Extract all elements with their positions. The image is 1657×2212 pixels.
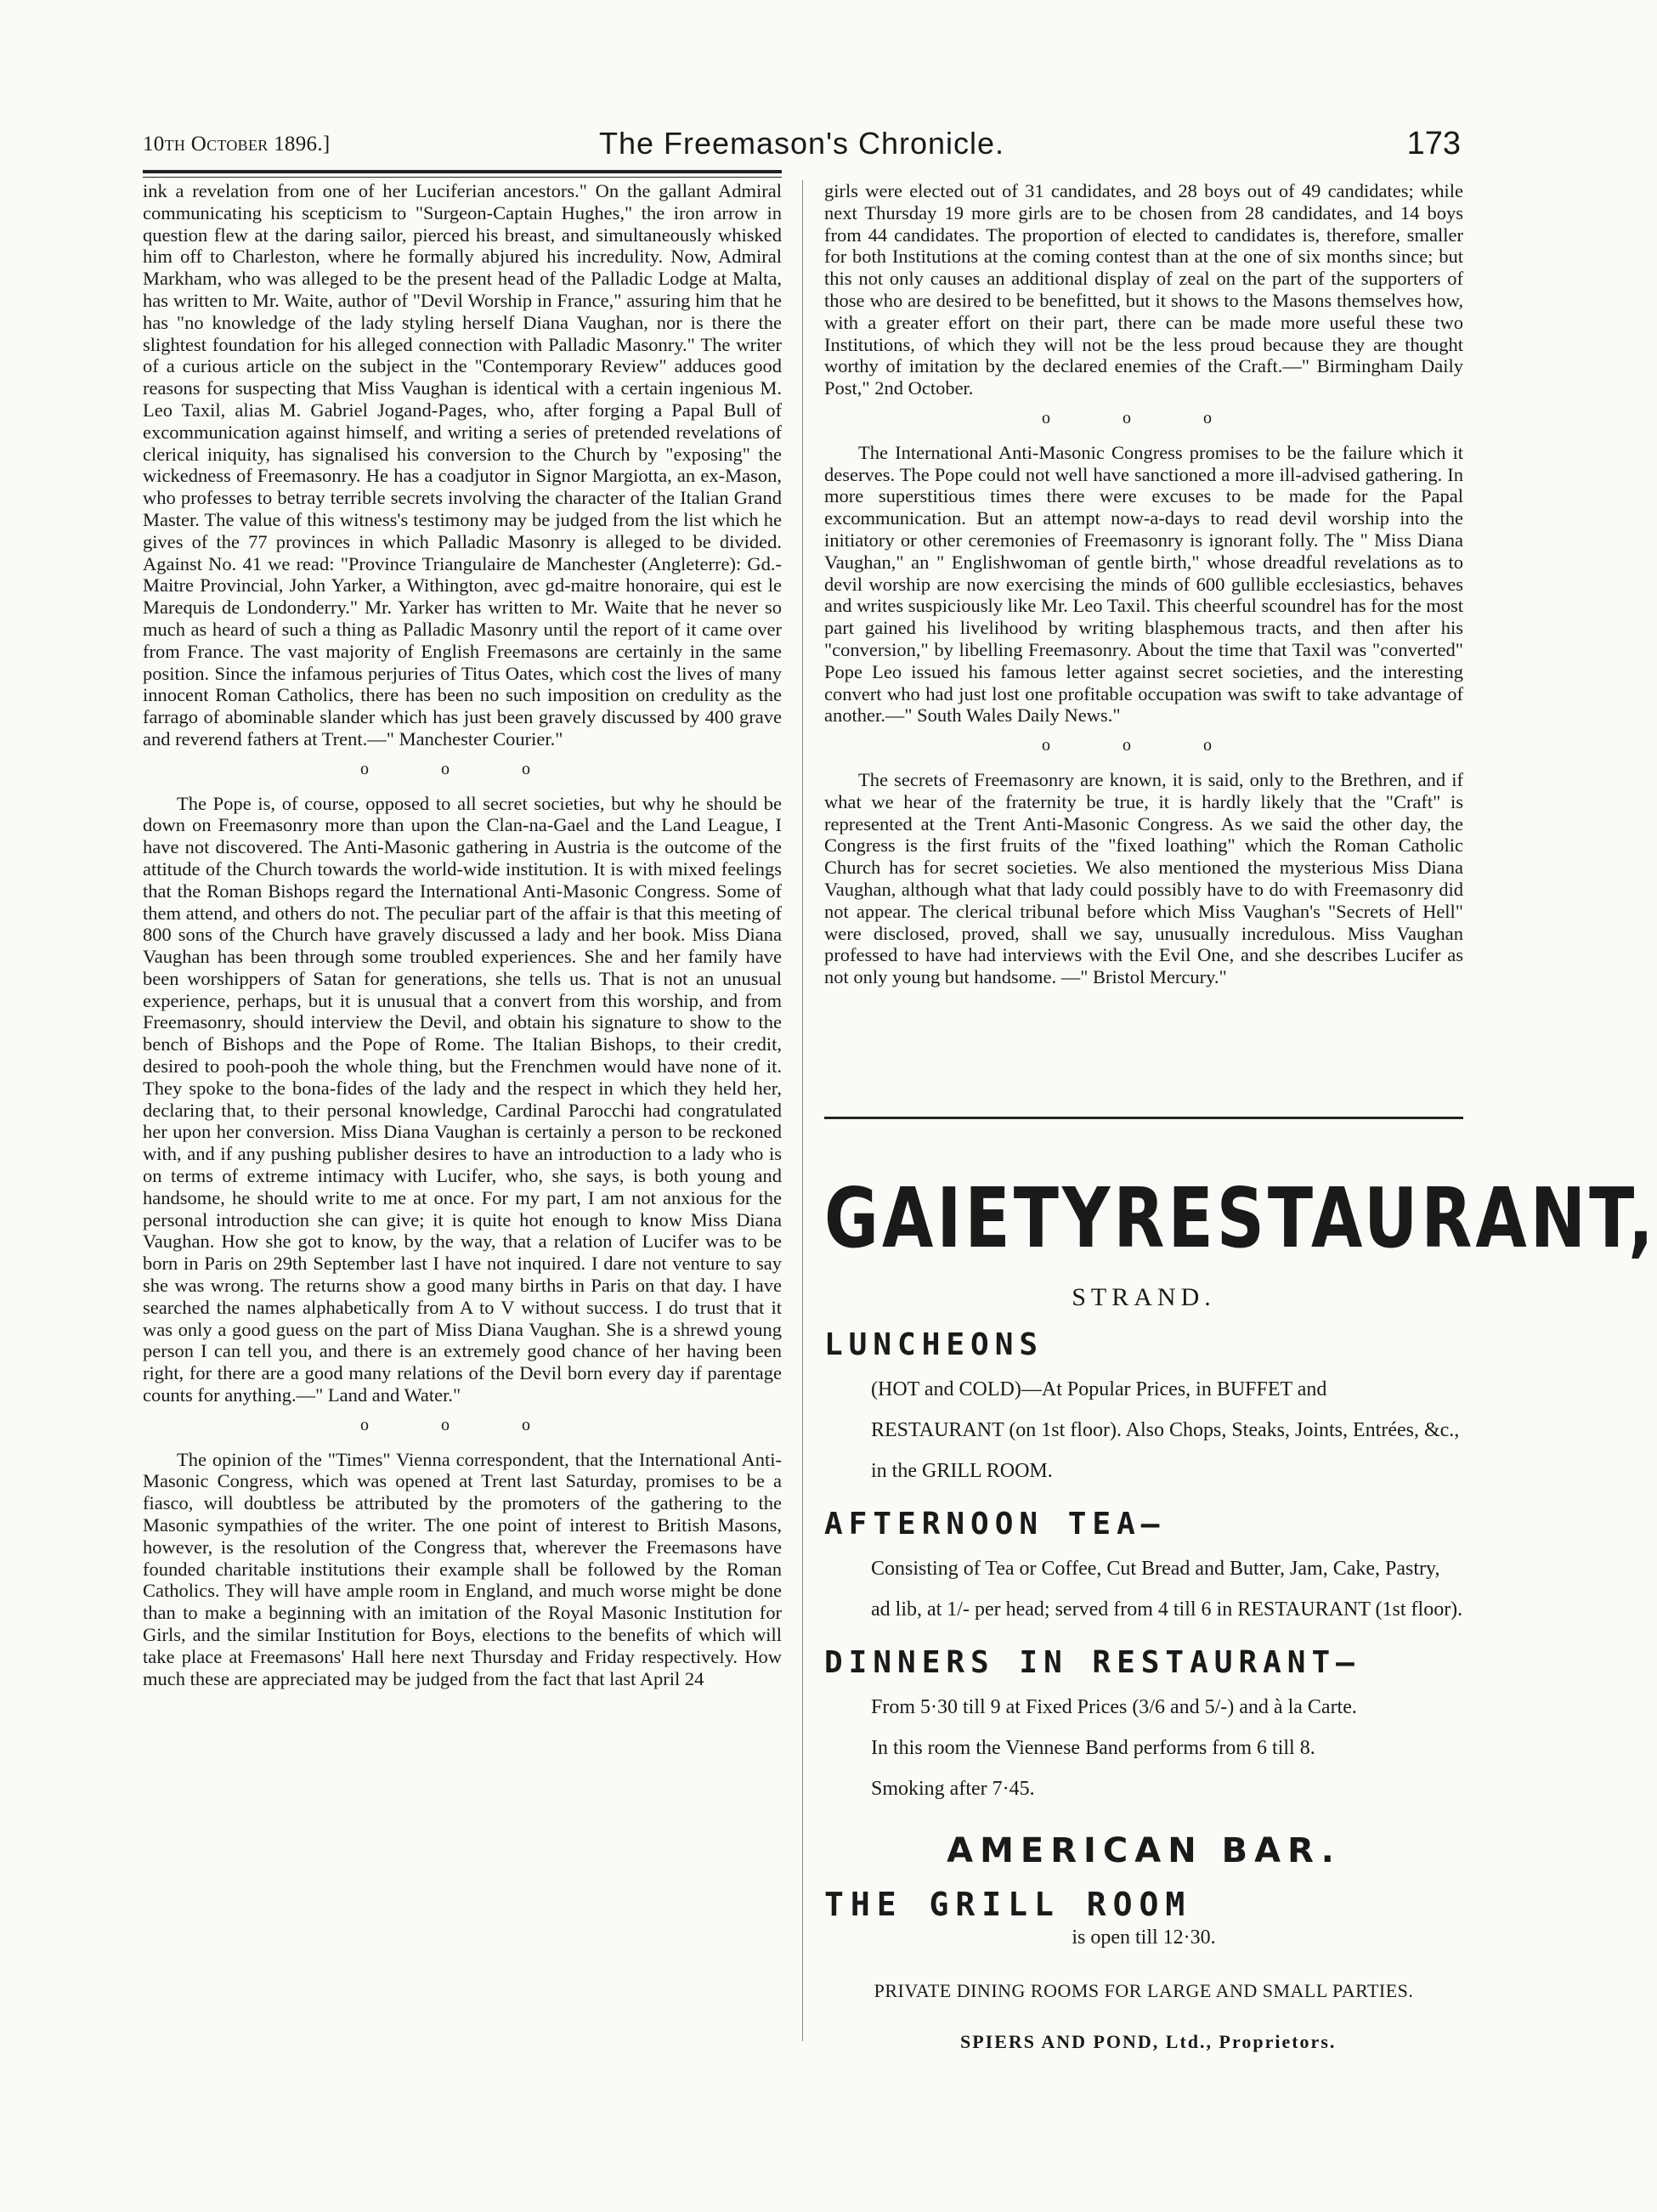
ad-title-left: GAIETY	[824, 1171, 1114, 1267]
grill-room-hours: is open till 12·30.	[1072, 1926, 1216, 1949]
header-rule-thin	[143, 177, 782, 178]
dinners-line: Smoking after 7·45.	[871, 1778, 1035, 1800]
section-separator: o o o	[360, 759, 564, 778]
section-separator: o o o	[360, 1415, 564, 1434]
section-separator: o o o	[1042, 408, 1246, 427]
publication-title: The Freemason's Chronicle.	[598, 126, 1005, 161]
article-paragraph: girls were elected out of 31 candidates, and 28 boys out of 49 candidates; while next Thursday 19 more girls are to be chosen from 28 candidates, and 14 boys from 44 candidates. The proportion of elected to candidates is, therefore, smaller for both Institutions at the coming contest than at the one of six months since; but this not only causes an additional display of zeal on the part of the supporters of those who are desired to be benefitted, but it shows to the Masons themselves how, with a greater effort on their part, there can be made more useful these two Institutions, of which they will not be the less proud because they are thought worthy of imitation by the declared enemies of the Craft.—" Birmingham Daily Post," 2nd October.	[824, 180, 1463, 399]
left-column	[143, 180, 782, 2041]
afternoon-tea-heading: AFTERNOON TEA—	[824, 1507, 1166, 1542]
header-rule	[143, 170, 782, 173]
american-bar-heading: AMERICAN BAR.	[947, 1831, 1341, 1870]
grill-room-heading: THE GRILL ROOM	[824, 1886, 1192, 1923]
issue-date: 10th October 1896.]	[143, 133, 331, 156]
article-paragraph: The secrets of Freemasonry are known, it is said, only to the Brethren, and if what we hear of the fraternity be true, it is hardly likely that the "Craft" is represented at the Trent Anti-Masonic Congress. As we said the other day, the Congress is the first fruits of the "fixed loathing" which the Roman Catholic Church has for secret societies. We also mentioned the mysterious Miss Diana Vaughan, although what that lady could possibly have to do with Freemasonry did not appear. The clerical tribunal before which Miss Vaughan's "Secrets of Hell" were disclosed, proved, shall we say, unusually incredulous. Miss Vaughan professed to have had interviews with the Evil One, and she describes Lucifer as not only young but handsome. —" Bristol Mercury."	[824, 768, 1463, 988]
advertisement-rule	[824, 1117, 1463, 1119]
article-paragraph: The opinion of the "Times" Vienna correspondent, that the International Anti-Masonic Congress, which was opened at Trent last Saturday, promises to be a fiasco, will doubtless be attributed by the promoters of the gathering to the Masonic sympathies of the writer. The one point of interest to British Masons, however, is the resolution of the Congress that, wherever the Freemasons have founded charitable institutions their example shall be followed by the Roman Catholics. They will have ample room in England, and much worse might be done than to make a beginning with an imitation of the Royal Masonic Institution for Girls, and the similar Institution for Boys, elections to the benefits of which will take place at Freemasons' Hall here next Thursday and Friday respectively. How much these are appreciated may be judged from the fact that last April 24	[143, 1448, 782, 1689]
right-column	[824, 180, 1463, 1091]
dinners-line: In this room the Viennese Band performs from 6 till 8.	[871, 1737, 1315, 1759]
proprietors-line: SPIERS AND POND, Ltd., Proprietors.	[960, 2031, 1337, 2052]
ad-subtitle: STRAND.	[1072, 1283, 1216, 1311]
luncheons-heading: LUNCHEONS	[824, 1327, 1044, 1362]
ad-title-right: RESTAURANT,	[1113, 1171, 1657, 1267]
dinners-text	[871, 1687, 1463, 1809]
dinners-heading: DINNERS IN RESTAURANT—	[824, 1645, 1360, 1680]
article-paragraph: ink a revelation from one of her Luciferian ancestors." On the gallant Admiral communicating his scepticism to "Surgeon-Captain Hughes," the iron arrow in question flew at the daring sailor, pierced his breast, and simultaneously whisked him off to Charleston, where he formally abjured his incredulity. Now, Admiral Markham, who was alleged to be the present head of the Palladic Lodge at Malta, has written to Mr. Waite, author of "Devil Worship in France," assuring him that he has "no knowledge of the lady styling herself Diana Vaughan, nor is there the slightest foundation for his alleged connection with Palladic Masonry." The writer of a curious article on the subject in the "Contemporary Review" adduces good reasons for suspecting that Miss Vaughan is identical with a certain ingenious M. Leo Taxil, alias M. Gabriel Jogand-Pages, who, after forging a Papal Bull of excommunication against himself, and writing a series of pretended revelations of clerical iniquity, has signalised his conversion to the Church by "exposing" the wickedness of Freemasonry. He has a coadjutor in Signor Margiotta, an ex-Mason, who professes to betray terrible secrets involving the character of the Italian Grand Master. The value of this witness's testimony may be judged from the list which he gives of the 77 provinces in which Palladic Masonry is alleged to be divided. Against No. 41 we read: "Province Triangulaire de Manchester (Angleterre): Gd.-Maitre Provincial, John Yarker, a Withington, avec gd-maitre honoraire, qui est le Marequis de Londonderry." Mr. Yarker has written to Mr. Waite that he never so much as heard of such a thing as Palladic Masonry until the report of it came over from France. The vast majority of English Freemasons are certainly in the same position. Since the infamous perjuries of Titus Oates, which cost the lives of many innocent Roman Catholics, there has been no such imposition on credulity as the farrago of abominable slander which has just been gravely discussed by 400 grave and reverend fathers at Trent.—" Manchester Courier."	[143, 180, 782, 750]
article-paragraph: The Pope is, of course, opposed to all secret societies, but why he should be down on Freemasonry more than upon the Clan-na-Gael and the Land League, I have not discovered. The Anti-Masonic gathering in Austria is the outcome of the attitude of the Church towards the world-wide institution. It is with mixed feelings that the Roman Bishops regard the International Anti-Masonic Congress. Some of them attend, and others do not. The peculiar part of the affair is that this meeting of 800 sons of the Church have gravely discussed a lady and her book. Miss Diana Vaughan has been through some troubled experiences. She and her family have been worshippers of Satan for generations, she tells us. That is not an unusual experience, perhaps, but it is unusual that a convert from this worship, and from Freemasonry, should interview the Devil, and obtain his signature to show to the bench of Bishops and the Pope of Rome. The Italian Bishops, to their credit, desired to pooh-pooh the whole thing, but the Frenchmen would have none of it. They spoke to the bona-fides of the lady and the respect in which they held her, declaring that, to their personal knowledge, Cardinal Parocchi had congratulated her upon her conversion. Miss Diana Vaughan is certainly a person to be reckoned with, and if any pushing publisher desires to have an introduction to a lady who is on terms of extreme intimacy with Lucifer, who, she says, is both young and handsome, he should write to me at once. For my part, I am not anxious for the personal introduction she can give; it is quite hot enough to know Miss Diana Vaughan. How she got to know, by the way, that a relation of Lucifer was to be born in Paris on 29th September last I have not inquired. I dare not venture to say she was wrong. The returns show a good many births in Paris on that day. I have searched the names alphabetically from A to V without success. I do trust that it was only a good guess on the part of Miss Diana Vaughan. She is a shrewd young person I can tell you, and there is an extremely good chance of her having been right, for there are a good many relations of the Devil born every day if parentage counts for anything.—" Land and Water."	[143, 792, 782, 1406]
ad-title	[824, 1171, 1657, 1267]
page-header	[143, 126, 1461, 165]
luncheons-text: (HOT and COLD)—At Popular Prices, in BUFFET and RESTAURANT (on 1st floor). Also Chops, Steaks, Joints, Entrées, &c., in the GRILL ROOM.	[871, 1378, 1460, 1482]
page-number: 173	[1406, 126, 1461, 161]
dinners-line: From 5·30 till 9 at Fixed Prices (3/6 and 5/-) and à la Carte.	[871, 1696, 1357, 1718]
afternoon-tea-text: Consisting of Tea or Coffee, Cut Bread and Butter, Jam, Cake, Pastry, ad lib, at 1/- per head; served from 4 till 6 in RESTAURANT (1st floor).	[871, 1558, 1463, 1621]
section-separator: o o o	[1042, 736, 1246, 755]
column-divider	[802, 180, 803, 2041]
article-paragraph: The International Anti-Masonic Congress promises to be the failure which it deserves. The Pope could not well have sanctioned a more ill-advised gathering. In more superstitious times there were excuses to be made for the Papal excommunication. But an attempt now-a-days to read devil worship into the initiatory or other ceremonies of Freemasonry is ignorant folly. The " Miss Diana Vaughan," an " Englishwoman of gentle birth," whose dreadful revelations as to devil worship are now exercising the minds of 600 gullible ecclesiastics, behaves and writes suspiciously like Mr. Leo Taxil. This cheerful scoundrel has for the most part gained his livelihood by writing blasphemous tracts, and then after his "conversion," by libelling Freemasonry. About the time that Taxil was "converted" Pope Leo issued his famous letter against secret societies, and the interesting convert who had just lost one profitable occupation was swift to take advantage of another.—" South Wales Daily News."	[824, 441, 1463, 727]
gaiety-restaurant-advertisement	[824, 1120, 1657, 2055]
private-rooms-notice: PRIVATE DINING ROOMS FOR LARGE AND SMALL PARTIES.	[874, 1980, 1414, 2001]
